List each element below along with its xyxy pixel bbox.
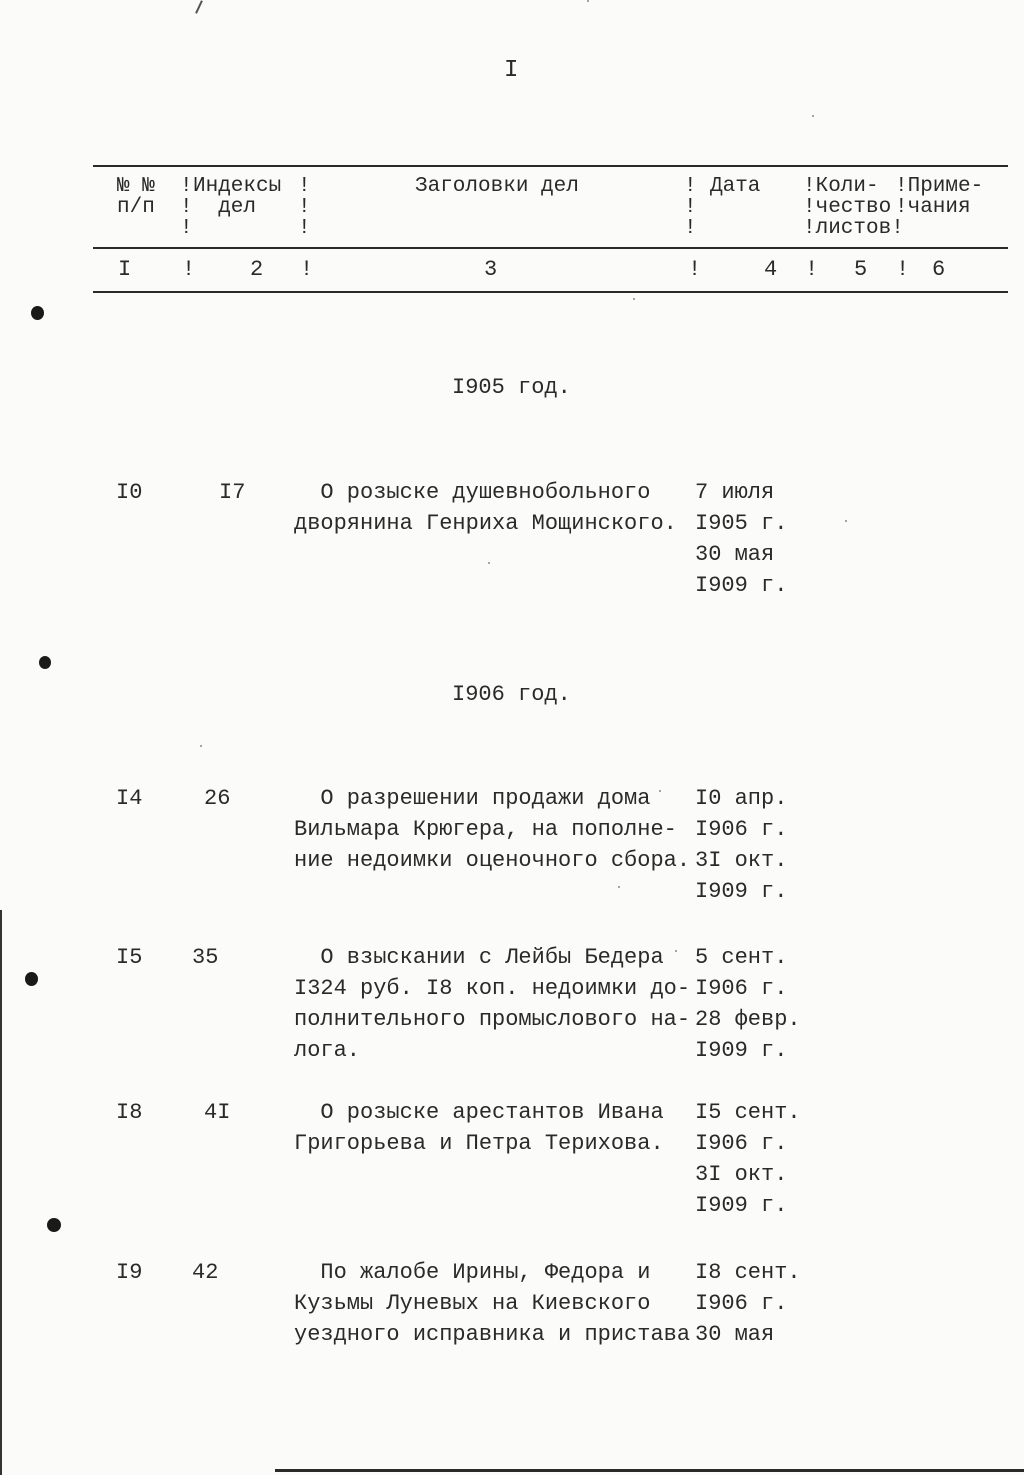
entry-number: I9 bbox=[116, 1260, 143, 1285]
entry-title: По жалобе Ирины, Федора и Кузьмы Луневых на Киевского уездного исправника и пристава bbox=[294, 1260, 691, 1347]
entry-title: О разрешении продажи дома Вильмара Крюгера, на пополне- ние недоимки оценочного сбора. bbox=[294, 786, 691, 873]
entry-number: I8 bbox=[116, 1100, 143, 1125]
numbering-sep: ! bbox=[896, 257, 910, 282]
header-col-number: № № п/п bbox=[117, 175, 155, 219]
header-col-sheets: !Коли- !чество !листов! bbox=[803, 175, 904, 240]
header-col-notes: !Приме- !чания bbox=[895, 175, 984, 219]
speck bbox=[812, 115, 814, 117]
speck bbox=[659, 790, 661, 792]
speck bbox=[675, 950, 677, 952]
header-col-date: Дата bbox=[710, 175, 761, 198]
punch-hole-mark bbox=[47, 1218, 61, 1232]
numbering-cell: 6 bbox=[932, 257, 946, 282]
header-sep-3: ! ! ! bbox=[684, 175, 697, 240]
speck bbox=[488, 562, 490, 564]
entry-index: 26 bbox=[204, 786, 231, 811]
numbering-sep: ! bbox=[182, 257, 196, 282]
header-col-title: Заголовки дел bbox=[415, 175, 579, 198]
numbering-sep: ! bbox=[805, 257, 819, 282]
entry-title: О розыске душевнобольного дворянина Генриха Мощинского. bbox=[294, 480, 677, 536]
entry-date: I5 сент. I906 г. 3I окт. I909 г. bbox=[695, 1100, 801, 1218]
entry-date: 5 сент. I906 г. 28 февр. I909 г. bbox=[695, 945, 801, 1063]
speck bbox=[587, 0, 589, 2]
entry-title: О взыскании с Лейбы Бедера I324 руб. I8 коп. недоимки до- полнительного промыслового на- лога. bbox=[294, 945, 691, 1063]
table-header-rule bbox=[93, 247, 1008, 249]
punch-hole-mark bbox=[25, 972, 38, 986]
entry-title: О розыске арестантов Ивана Григорьева и Петра Терихова. bbox=[294, 1100, 664, 1156]
numbering-cell: 5 bbox=[854, 257, 868, 282]
entry-date: I0 апр. I906 г. 3I окт. I909 г. bbox=[695, 786, 788, 904]
header-col-index: Индексы дел bbox=[193, 175, 282, 219]
speck bbox=[618, 886, 620, 888]
entry-number: I4 bbox=[116, 786, 143, 811]
header-sep-2: ! ! ! bbox=[298, 175, 311, 240]
entry-index: 42 bbox=[192, 1260, 219, 1285]
entry-index: I7 bbox=[219, 480, 246, 505]
entry-index: 35 bbox=[192, 945, 219, 970]
speck bbox=[845, 520, 847, 522]
scan-bottom-edge bbox=[275, 1469, 1024, 1472]
numbering-cell: I bbox=[118, 257, 132, 282]
year-heading: I905 год. bbox=[452, 375, 571, 400]
entry-index: 4I bbox=[204, 1100, 231, 1125]
entry-number: I0 bbox=[116, 480, 143, 505]
punch-hole-mark bbox=[31, 306, 44, 320]
page-number: I bbox=[504, 57, 519, 84]
scan-edge-line bbox=[0, 910, 2, 1475]
year-heading: I906 год. bbox=[452, 682, 571, 707]
speck bbox=[633, 298, 635, 300]
numbering-cell: 2 bbox=[250, 257, 264, 282]
punch-hole-mark bbox=[39, 656, 51, 669]
table-numbering-rule bbox=[93, 291, 1008, 293]
pen-stroke-mark bbox=[195, 0, 203, 14]
entry-date: I8 сент. I906 г. 30 мая bbox=[695, 1260, 801, 1347]
header-sep-1: ! ! ! bbox=[180, 175, 193, 240]
numbering-sep: ! bbox=[688, 257, 702, 282]
numbering-cell: 3 bbox=[484, 257, 498, 282]
numbering-cell: 4 bbox=[764, 257, 778, 282]
entry-number: I5 bbox=[116, 945, 143, 970]
entry-date: 7 июля I905 г. 30 мая I909 г. bbox=[695, 480, 788, 598]
numbering-sep: ! bbox=[300, 257, 314, 282]
speck bbox=[200, 745, 202, 747]
table-top-rule bbox=[93, 165, 1008, 167]
